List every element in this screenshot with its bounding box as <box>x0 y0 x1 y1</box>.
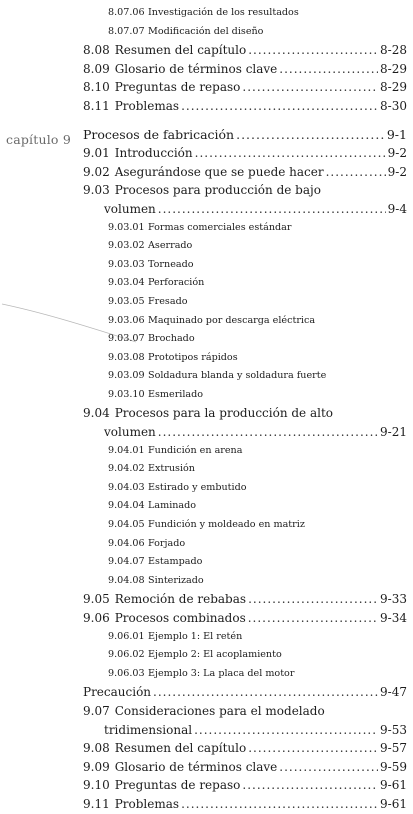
toc-subentry[interactable] <box>0 330 413 349</box>
entry-title: Introducción <box>114 146 193 161</box>
entry-title: Preguntas de repaso <box>114 80 241 95</box>
entry-number: 8.11 <box>83 98 110 113</box>
entry-title: Procesos para producción de bajo <box>114 183 321 198</box>
toc-entry-continuation[interactable] <box>0 721 413 740</box>
entry-title: Investigación de los resultados <box>148 7 299 18</box>
entry-title: Esmerilado <box>148 388 204 400</box>
toc-entry[interactable] <box>0 758 413 777</box>
entry-title: Prototipos rápidos <box>148 351 238 363</box>
toc-subentry[interactable] <box>0 646 413 665</box>
toc-subentry[interactable] <box>0 497 413 516</box>
dot-leader <box>248 41 378 60</box>
entry-number: 9.09 <box>83 759 110 774</box>
entry-page: 9-61 <box>380 778 407 793</box>
toc-subentry[interactable] <box>0 665 413 684</box>
chapter-title: Procesos de fabricación <box>83 126 235 142</box>
toc-entry[interactable] <box>0 78 413 97</box>
entry-title: Ejemplo 3: La placa del motor <box>148 667 295 679</box>
dot-leader <box>248 609 378 628</box>
entry-title: volumen <box>104 425 156 440</box>
entry-number: 9.04.04 <box>108 500 145 512</box>
toc-entry[interactable] <box>0 163 413 182</box>
entry-title: Perforación <box>148 277 205 289</box>
entry-title: Problemas <box>114 98 180 113</box>
entry-number: 9.08 <box>83 741 110 756</box>
dot-leader <box>195 144 386 163</box>
dot-leader <box>242 776 378 795</box>
entry-title: Problemas <box>114 796 180 811</box>
toc-entry[interactable] <box>0 144 413 163</box>
entry-number: 9.04.08 <box>108 574 145 586</box>
entry-number: 9.03.07 <box>108 333 145 345</box>
dot-leader <box>194 721 378 740</box>
entry-title: Fundición y moldeado en matriz <box>148 519 305 531</box>
toc-subentry[interactable] <box>0 256 413 275</box>
entry-page: 9-1 <box>386 126 407 142</box>
entry-number: 9.03.08 <box>108 351 145 363</box>
entry-number: 9.01 <box>83 146 110 161</box>
entry-number: 9.03.09 <box>108 370 145 382</box>
entry-number: 9.04.07 <box>108 556 145 568</box>
dot-leader <box>279 758 378 777</box>
entry-title: Laminado <box>148 500 197 512</box>
entry-page: 9-34 <box>380 611 407 625</box>
toc-entry[interactable] <box>0 181 413 200</box>
entry-title: Ejemplo 1: El retén <box>148 630 243 642</box>
toc-subentry[interactable] <box>0 628 413 647</box>
dot-leader <box>248 739 378 758</box>
entry-title: Asegurándose que se puede hacer <box>114 164 324 179</box>
entry-number: 9.04.02 <box>108 463 145 475</box>
entry-number: 9.03.06 <box>108 314 145 326</box>
entry-title: Precaución <box>83 685 152 700</box>
toc-entries <box>0 4 413 814</box>
dot-leader <box>158 423 378 442</box>
toc-subentry[interactable] <box>0 4 413 23</box>
toc-subentry[interactable] <box>0 237 413 256</box>
entry-number: 9.03.10 <box>108 388 145 400</box>
toc-subentry[interactable] <box>0 516 413 535</box>
entry-title: tridimensional <box>104 722 193 737</box>
toc-entry[interactable] <box>0 795 413 814</box>
entry-number: 8.08 <box>83 43 110 58</box>
entry-title: Maquinado por descarga eléctrica <box>148 314 316 326</box>
toc-subentry[interactable] <box>0 442 413 461</box>
toc-entry[interactable] <box>0 702 413 721</box>
entry-number: 9.10 <box>83 778 110 793</box>
toc-subentry[interactable] <box>0 23 413 42</box>
dot-leader <box>181 795 378 814</box>
entry-title: Remoción de rebabas <box>114 592 247 607</box>
entry-number: 9.04.06 <box>108 537 145 549</box>
entry-number: 9.11 <box>83 796 110 811</box>
dot-leader <box>153 683 378 702</box>
entry-number: 9.05 <box>83 592 110 607</box>
toc-subentry[interactable] <box>0 219 413 238</box>
toc-entry[interactable] <box>0 609 413 628</box>
dot-leader <box>248 590 378 609</box>
toc-subentry[interactable] <box>0 293 413 312</box>
entry-page: 8-29 <box>380 80 407 95</box>
entry-title: Estirado y embutido <box>148 481 247 493</box>
entry-number: 9.06.03 <box>108 667 145 679</box>
entry-page: 9-61 <box>380 796 407 811</box>
entry-title: Estampado <box>148 556 203 568</box>
entry-number: 9.06.01 <box>108 630 145 642</box>
toc-subentry[interactable] <box>0 479 413 498</box>
entry-title: Torneado <box>148 258 194 270</box>
toc-subentry[interactable] <box>0 386 413 405</box>
entry-number: 9.06.02 <box>108 649 145 661</box>
entry-title: Formas comerciales estándar <box>148 221 292 233</box>
toc-entry-continuation[interactable] <box>0 423 413 442</box>
entry-title: Fresado <box>148 295 188 307</box>
entry-title: Resumen del capítulo <box>114 741 247 756</box>
entry-title: Ejemplo 2: El acoplamiento <box>148 649 282 661</box>
toc-entry[interactable] <box>0 590 413 609</box>
entry-page: 8-30 <box>380 98 407 113</box>
toc-subentry[interactable] <box>0 349 413 368</box>
entry-title: Resumen del capítulo <box>114 43 247 58</box>
dot-leader <box>236 126 385 145</box>
entry-number: 9.04 <box>83 406 110 421</box>
entry-number: 9.03.02 <box>108 240 145 252</box>
toc-subentry[interactable] <box>0 367 413 386</box>
entry-page: 9-21 <box>380 425 407 440</box>
entry-number: 9.03.05 <box>108 295 145 307</box>
entry-title: Fundición en arena <box>148 444 243 456</box>
entry-page: 8-28 <box>380 43 407 58</box>
dot-leader <box>158 200 386 219</box>
entry-page: 9-57 <box>380 741 407 756</box>
toc-entry[interactable] <box>0 683 413 702</box>
entry-number: 9.03.03 <box>108 258 145 270</box>
entry-title: Modificación del diseño <box>148 25 264 37</box>
entry-number: 8.10 <box>83 80 110 95</box>
entry-title: volumen <box>104 201 156 216</box>
entry-title: Consideraciones para el modelado <box>114 703 325 718</box>
entry-number: 9.04.01 <box>108 444 145 456</box>
dot-leader <box>279 60 378 79</box>
entry-title: Aserrado <box>148 240 193 252</box>
entry-number: 9.03 <box>83 183 110 198</box>
toc-entry[interactable] <box>0 41 413 60</box>
entry-page: 9-2 <box>387 146 407 161</box>
entry-title: Procesos para la producción de alto <box>114 406 334 421</box>
toc-entry[interactable] <box>0 60 413 79</box>
entry-title: Brochado <box>148 333 195 345</box>
entry-page: 9-2 <box>387 164 407 179</box>
entry-number: 9.07 <box>83 703 110 718</box>
entry-page: 9-47 <box>380 685 407 700</box>
toc-entry[interactable] <box>0 739 413 758</box>
dot-leader <box>242 78 378 97</box>
entry-number: 8.07.07 <box>108 25 145 37</box>
toc-subentry[interactable] <box>0 553 413 572</box>
toc-entry-continuation[interactable] <box>0 200 413 219</box>
toc-entry[interactable] <box>0 97 413 116</box>
entry-page: 9-33 <box>380 592 407 607</box>
toc-subentry[interactable] <box>0 535 413 554</box>
entry-number: 9.06 <box>83 611 110 625</box>
entry-title: Glosario de términos clave <box>114 759 278 774</box>
entry-title: Soldadura blanda y soldadura fuerte <box>148 370 327 382</box>
toc-entry[interactable] <box>0 776 413 795</box>
entry-title: Glosario de términos clave <box>114 61 278 76</box>
entry-number: 8.09 <box>83 61 110 76</box>
entry-page: 9-53 <box>380 722 407 737</box>
entry-page: 8-29 <box>380 61 407 76</box>
toc-subentry[interactable] <box>0 274 413 293</box>
entry-number: 9.04.03 <box>108 481 145 493</box>
toc-subentry[interactable] <box>0 460 413 479</box>
toc-subentry[interactable] <box>0 312 413 331</box>
entry-title: Extrusión <box>148 463 195 475</box>
entry-title: Sinterizado <box>148 574 204 586</box>
entry-number: 9.03.04 <box>108 277 145 289</box>
toc-entry[interactable] <box>0 404 413 423</box>
dot-leader <box>326 163 386 182</box>
entry-page: 9-59 <box>380 759 407 774</box>
entry-title: Forjado <box>148 537 186 549</box>
toc-subentry[interactable] <box>0 572 413 591</box>
entry-number: 8.07.06 <box>108 7 145 18</box>
toc-chapter-entry[interactable] <box>0 126 413 145</box>
chapter-label: capítulo 9 <box>6 132 71 147</box>
entry-number: 9.03.01 <box>108 221 145 233</box>
entry-number: 9.04.05 <box>108 519 145 531</box>
dot-leader <box>181 97 378 116</box>
entry-title: Preguntas de repaso <box>114 778 241 793</box>
entry-title: Procesos combinados <box>114 611 246 625</box>
entry-page: 9-4 <box>387 201 407 216</box>
entry-number: 9.02 <box>83 164 110 179</box>
